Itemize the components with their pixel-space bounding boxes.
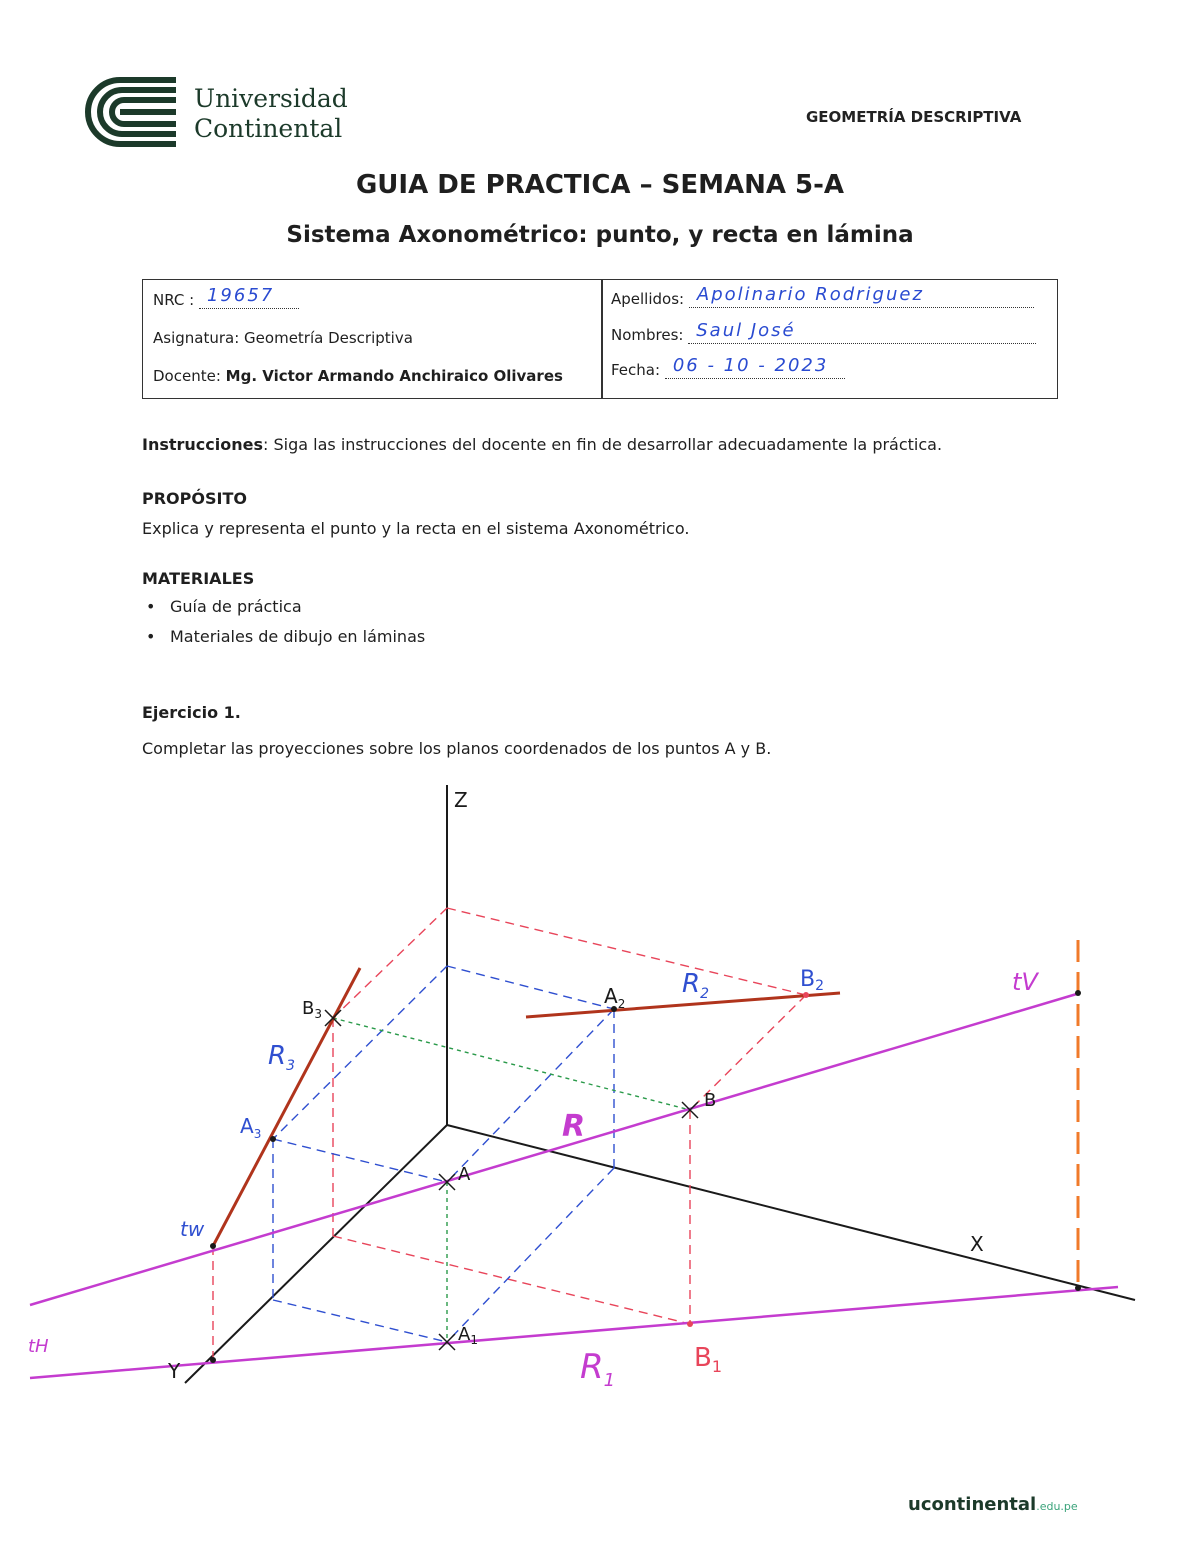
column-divider xyxy=(601,280,603,398)
continental-logo-icon xyxy=(84,76,184,148)
label-r3: $R_3$ xyxy=(268,1041,295,1074)
university-logo xyxy=(84,76,348,148)
list-item xyxy=(146,597,302,616)
nrc-field[interactable] xyxy=(199,285,299,309)
page-subtitle: Sistema Axonométrico: punto, y recta en lámina xyxy=(286,222,914,248)
purpose-text: Explica y representa el punto y la recta en el sistema Axonométrico. xyxy=(142,519,690,538)
docente-value: Mg. Victor Armando Anchiraico Olivares xyxy=(225,367,563,385)
footer-domain: .edu.pe xyxy=(1036,1500,1078,1513)
nombres-field[interactable] xyxy=(688,320,1036,344)
label-b2: B2 xyxy=(800,967,825,994)
fecha-label: Fecha: xyxy=(611,361,661,379)
blue-construction-line xyxy=(447,1168,614,1342)
point-a3-dot xyxy=(270,1136,276,1142)
trace-tw-dot xyxy=(210,1243,216,1249)
apellidos-field[interactable] xyxy=(689,284,1034,308)
bullet-icon: • xyxy=(146,597,156,616)
nrc-label: NRC : xyxy=(153,291,195,309)
red-construction-line xyxy=(333,908,447,1018)
docente-label: Docente: xyxy=(153,367,221,385)
label-z: Z xyxy=(454,788,468,812)
nombres-value: Saul José xyxy=(696,320,796,341)
point-b1-dot xyxy=(687,1321,693,1327)
footer-brand xyxy=(908,1494,1078,1515)
nrc-value: 19657 xyxy=(206,285,275,306)
logo-wordmark xyxy=(194,84,348,144)
fecha-row xyxy=(611,355,845,379)
footer-brand-name: ucontinental xyxy=(908,1494,1037,1515)
fecha-value: 06 - 10 - 2023 xyxy=(672,355,829,376)
page-title: GUIA DE PRACTICA – SEMANA 5-A xyxy=(355,170,845,200)
label-tw: tw xyxy=(180,1217,205,1241)
label-th: tH xyxy=(28,1336,49,1357)
logo-line1: Universidad xyxy=(194,84,348,113)
instructions-label: Instrucciones xyxy=(142,435,264,454)
axonometric-drawing xyxy=(0,780,1200,1460)
material-item-1: Guía de práctica xyxy=(170,597,302,616)
line-r xyxy=(30,993,1080,1305)
trace-th-dot xyxy=(210,1357,216,1363)
instructions-text: : Siga las instrucciones del docente en fin de desarrollar adecuadamente la práctica. xyxy=(263,435,943,454)
green-construction-line xyxy=(333,1018,690,1110)
asignatura-row xyxy=(153,329,413,347)
nombres-label: Nombres: xyxy=(611,326,684,344)
logo-line2: Continental xyxy=(194,114,343,143)
asignatura-label: Asignatura: xyxy=(153,329,240,347)
nombres-row xyxy=(611,320,1036,344)
trace-tv-dot xyxy=(1075,990,1081,996)
instructions-paragraph xyxy=(142,435,942,454)
purpose-heading: PROPÓSITO xyxy=(142,489,247,508)
label-r1: $R_1$ xyxy=(580,1347,616,1391)
exercise-heading: Ejercicio 1. xyxy=(142,703,241,722)
bullet-icon: • xyxy=(146,627,156,646)
label-b1: $B_1$ xyxy=(694,1343,723,1376)
red-construction-line xyxy=(333,1236,690,1324)
list-item xyxy=(146,627,425,646)
label-tv: tV xyxy=(1012,968,1038,996)
trace-tv-base-dot xyxy=(1075,1285,1081,1291)
blue-construction-line xyxy=(447,966,614,1009)
label-x: X xyxy=(970,1232,984,1256)
course-subject: GEOMETRÍA DESCRIPTIVA xyxy=(806,108,1022,126)
blue-construction-line xyxy=(273,1300,447,1342)
label-r: R xyxy=(562,1109,586,1144)
blue-construction-line xyxy=(273,1139,447,1182)
point-b2-dot xyxy=(803,992,809,998)
material-item-2: Materiales de dibujo en láminas xyxy=(170,627,426,646)
line-r1 xyxy=(30,1287,1118,1378)
apellidos-row xyxy=(611,284,1034,308)
exercise-text: Completar las proyecciones sobre los planos coordenados de los puntos A y B. xyxy=(142,739,772,758)
label-a2: $A_2$ xyxy=(604,984,626,1011)
label-b3: $B_3$ xyxy=(302,998,322,1021)
label-r2: $R_2$ xyxy=(682,969,709,1002)
nrc-row xyxy=(153,285,299,309)
docente-row xyxy=(153,367,563,385)
red-construction-line xyxy=(447,908,806,995)
fecha-field[interactable] xyxy=(665,355,845,379)
line-r3 xyxy=(213,968,360,1246)
label-a1: $A_1$ xyxy=(458,1324,478,1347)
label-b: B xyxy=(704,1090,717,1111)
student-info-box xyxy=(142,279,1058,399)
label-a: A xyxy=(458,1164,471,1185)
asignatura-value: Geometría Descriptiva xyxy=(244,329,413,347)
apellidos-value: Apolinario Rodriguez xyxy=(696,284,924,305)
materials-heading: MATERIALES xyxy=(142,569,255,588)
label-y: Y xyxy=(168,1359,181,1383)
label-a3: $A_3$ xyxy=(240,1114,262,1141)
apellidos-label: Apellidos: xyxy=(611,290,685,308)
